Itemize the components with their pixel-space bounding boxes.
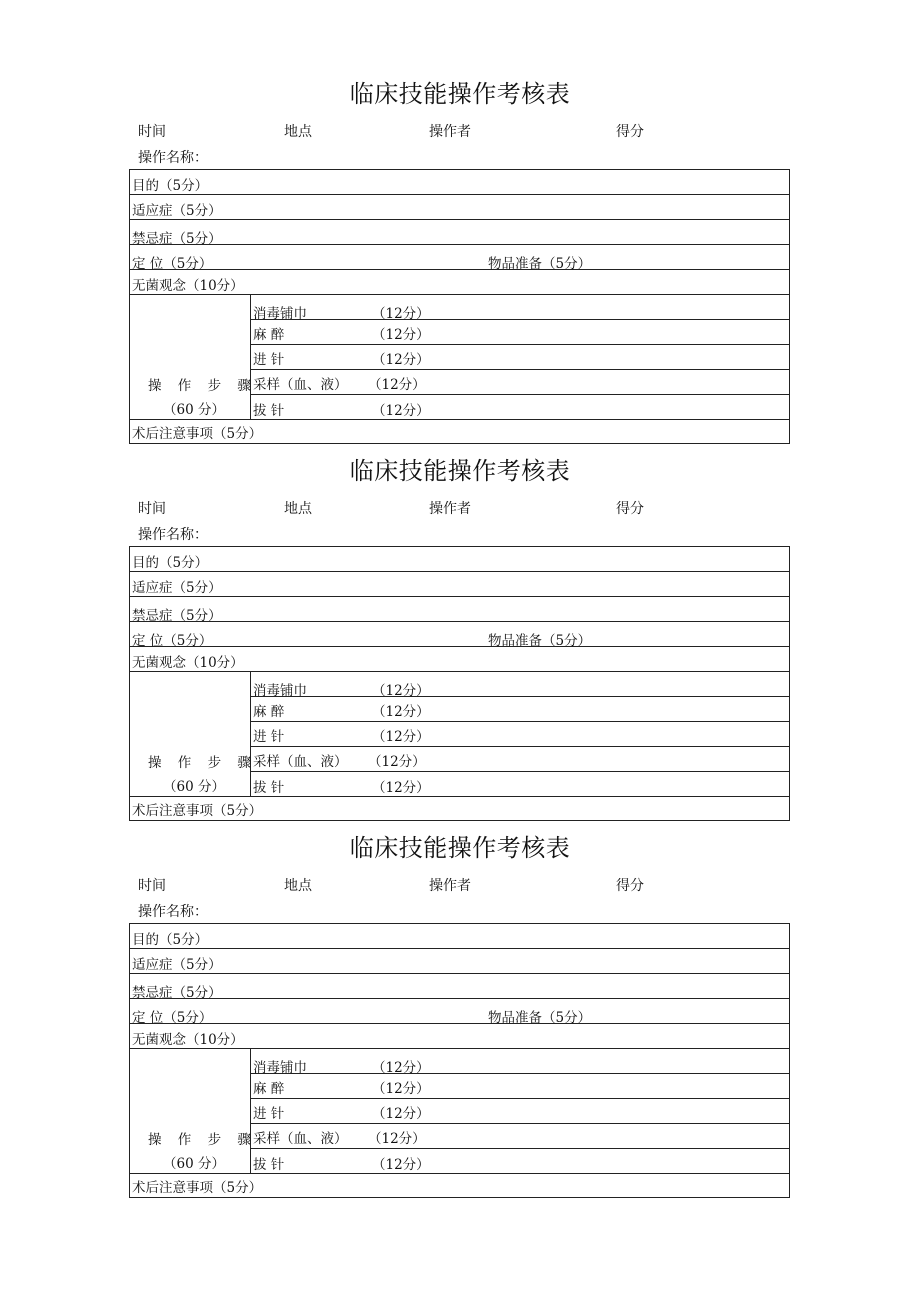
- step-points: （12分）: [372, 327, 430, 343]
- post-op-label: 术后注意事项（5分）: [132, 803, 263, 819]
- table-row-purpose: [130, 170, 789, 195]
- table-row-positioning: [130, 999, 789, 1024]
- score-label: 得分: [616, 878, 644, 894]
- operation-steps-section: [130, 672, 789, 797]
- step-row: [251, 672, 789, 697]
- step-name: 采样（血、液）: [253, 1131, 348, 1147]
- steps-total-points: （60 分）: [163, 402, 225, 418]
- operation-steps-label: [130, 672, 257, 796]
- time-label: 时间: [138, 501, 166, 517]
- table-row-post-op: [130, 797, 789, 820]
- positioning-label: 定 位（5分）: [132, 256, 213, 272]
- operation-name-label: 操作名称：: [138, 904, 208, 920]
- indications-label: 适应症（5分）: [132, 957, 222, 973]
- operation-name-label: 操作名称：: [138, 150, 208, 166]
- step-name: 麻 醉: [253, 327, 285, 343]
- step-row: [251, 370, 789, 395]
- operation-steps-section: [130, 1049, 789, 1174]
- table-row-contraindications: [130, 220, 789, 245]
- steps-label-text: 操 作 步 骤: [148, 755, 257, 771]
- table-row-indications: [130, 572, 789, 597]
- step-points: （12分）: [372, 704, 430, 720]
- post-op-label: 术后注意事项（5分）: [132, 1180, 263, 1196]
- step-points: （12分）: [372, 352, 430, 368]
- step-name: 拔 针: [253, 1157, 285, 1173]
- step-points: （12分）: [368, 377, 426, 393]
- assessment-table: [129, 169, 790, 444]
- place-label: 地点: [284, 878, 312, 894]
- step-name: 麻 醉: [253, 1081, 285, 1097]
- contraindications-label: 禁忌症（5分）: [132, 608, 222, 624]
- positioning-label: 定 位（5分）: [132, 633, 213, 649]
- contraindications-label: 禁忌症（5分）: [132, 985, 222, 1001]
- step-row: [251, 722, 789, 747]
- step-points: （12分）: [372, 1081, 430, 1097]
- supplies-label: 物品准备（5分）: [488, 633, 592, 649]
- table-row-purpose: [130, 547, 789, 572]
- table-row-indications: [130, 195, 789, 220]
- step-points: （12分）: [372, 403, 430, 419]
- steps-total-points: （60 分）: [163, 779, 225, 795]
- form-title: 临床技能操作考核表: [349, 457, 571, 485]
- step-name: 进 针: [253, 729, 285, 745]
- aseptic-label: 无菌观念（10分）: [132, 278, 244, 294]
- table-row-positioning: [130, 622, 789, 647]
- operation-steps-label: [130, 1049, 257, 1173]
- purpose-label: 目的（5分）: [132, 555, 209, 571]
- table-row-contraindications: [130, 974, 789, 999]
- operator-label: 操作者: [429, 878, 471, 894]
- step-name: 进 针: [253, 1106, 285, 1122]
- aseptic-label: 无菌观念（10分）: [132, 655, 244, 671]
- score-label: 得分: [616, 501, 644, 517]
- step-points: （12分）: [368, 754, 426, 770]
- step-row: [251, 320, 789, 345]
- time-label: 时间: [138, 878, 166, 894]
- positioning-label: 定 位（5分）: [132, 1010, 213, 1026]
- step-row: [251, 747, 789, 772]
- table-row-post-op: [130, 420, 789, 443]
- steps-label-text: 操 作 步 骤: [148, 378, 257, 394]
- step-name: 消毒铺巾: [253, 683, 307, 699]
- step-points: （12分）: [368, 1131, 426, 1147]
- step-points: （12分）: [372, 1106, 430, 1122]
- step-row: [251, 697, 789, 722]
- step-row: [251, 1099, 789, 1124]
- step-points: （12分）: [372, 780, 430, 796]
- step-name: 采样（血、液）: [253, 754, 348, 770]
- step-name: 进 针: [253, 352, 285, 368]
- step-row: [251, 1124, 789, 1149]
- assessment-form-3: [0, 833, 920, 1210]
- assessment-form-2: [0, 456, 920, 833]
- table-row-aseptic: [130, 647, 789, 672]
- operator-label: 操作者: [429, 124, 471, 140]
- assessment-table: [129, 923, 790, 1198]
- step-row: [251, 1074, 789, 1099]
- step-points: （12分）: [372, 1157, 430, 1173]
- step-points: （12分）: [372, 683, 430, 699]
- operation-steps-section: [130, 295, 789, 420]
- assessment-table: [129, 546, 790, 821]
- step-name: 麻 醉: [253, 704, 285, 720]
- table-row-aseptic: [130, 270, 789, 295]
- table-row-positioning: [130, 245, 789, 270]
- indications-label: 适应症（5分）: [132, 203, 222, 219]
- step-row: [251, 295, 789, 320]
- operator-label: 操作者: [429, 501, 471, 517]
- table-row-indications: [130, 949, 789, 974]
- step-row: [251, 1149, 789, 1173]
- step-name: 消毒铺巾: [253, 1060, 307, 1076]
- steps-total-points: （60 分）: [163, 1156, 225, 1172]
- step-row: [251, 395, 789, 419]
- supplies-label: 物品准备（5分）: [488, 1010, 592, 1026]
- step-points: （12分）: [372, 306, 430, 322]
- table-row-purpose: [130, 924, 789, 949]
- place-label: 地点: [284, 124, 312, 140]
- step-name: 消毒铺巾: [253, 306, 307, 322]
- step-row: [251, 772, 789, 796]
- post-op-label: 术后注意事项（5分）: [132, 426, 263, 442]
- table-row-aseptic: [130, 1024, 789, 1049]
- place-label: 地点: [284, 501, 312, 517]
- step-row: [251, 1049, 789, 1074]
- score-label: 得分: [616, 124, 644, 140]
- assessment-form-1: [0, 79, 920, 456]
- step-row: [251, 345, 789, 370]
- form-title: 临床技能操作考核表: [349, 834, 571, 862]
- operation-name-label: 操作名称：: [138, 527, 208, 543]
- purpose-label: 目的（5分）: [132, 178, 209, 194]
- purpose-label: 目的（5分）: [132, 932, 209, 948]
- table-row-post-op: [130, 1174, 789, 1197]
- contraindications-label: 禁忌症（5分）: [132, 231, 222, 247]
- operation-steps-label: [130, 295, 257, 419]
- step-name: 采样（血、液）: [253, 377, 348, 393]
- form-title: 临床技能操作考核表: [349, 80, 571, 108]
- steps-label-text: 操 作 步 骤: [148, 1132, 257, 1148]
- table-row-contraindications: [130, 597, 789, 622]
- step-points: （12分）: [372, 1060, 430, 1076]
- indications-label: 适应症（5分）: [132, 580, 222, 596]
- time-label: 时间: [138, 124, 166, 140]
- step-name: 拔 针: [253, 780, 285, 796]
- step-points: （12分）: [372, 729, 430, 745]
- supplies-label: 物品准备（5分）: [488, 256, 592, 272]
- step-name: 拔 针: [253, 403, 285, 419]
- aseptic-label: 无菌观念（10分）: [132, 1032, 244, 1048]
